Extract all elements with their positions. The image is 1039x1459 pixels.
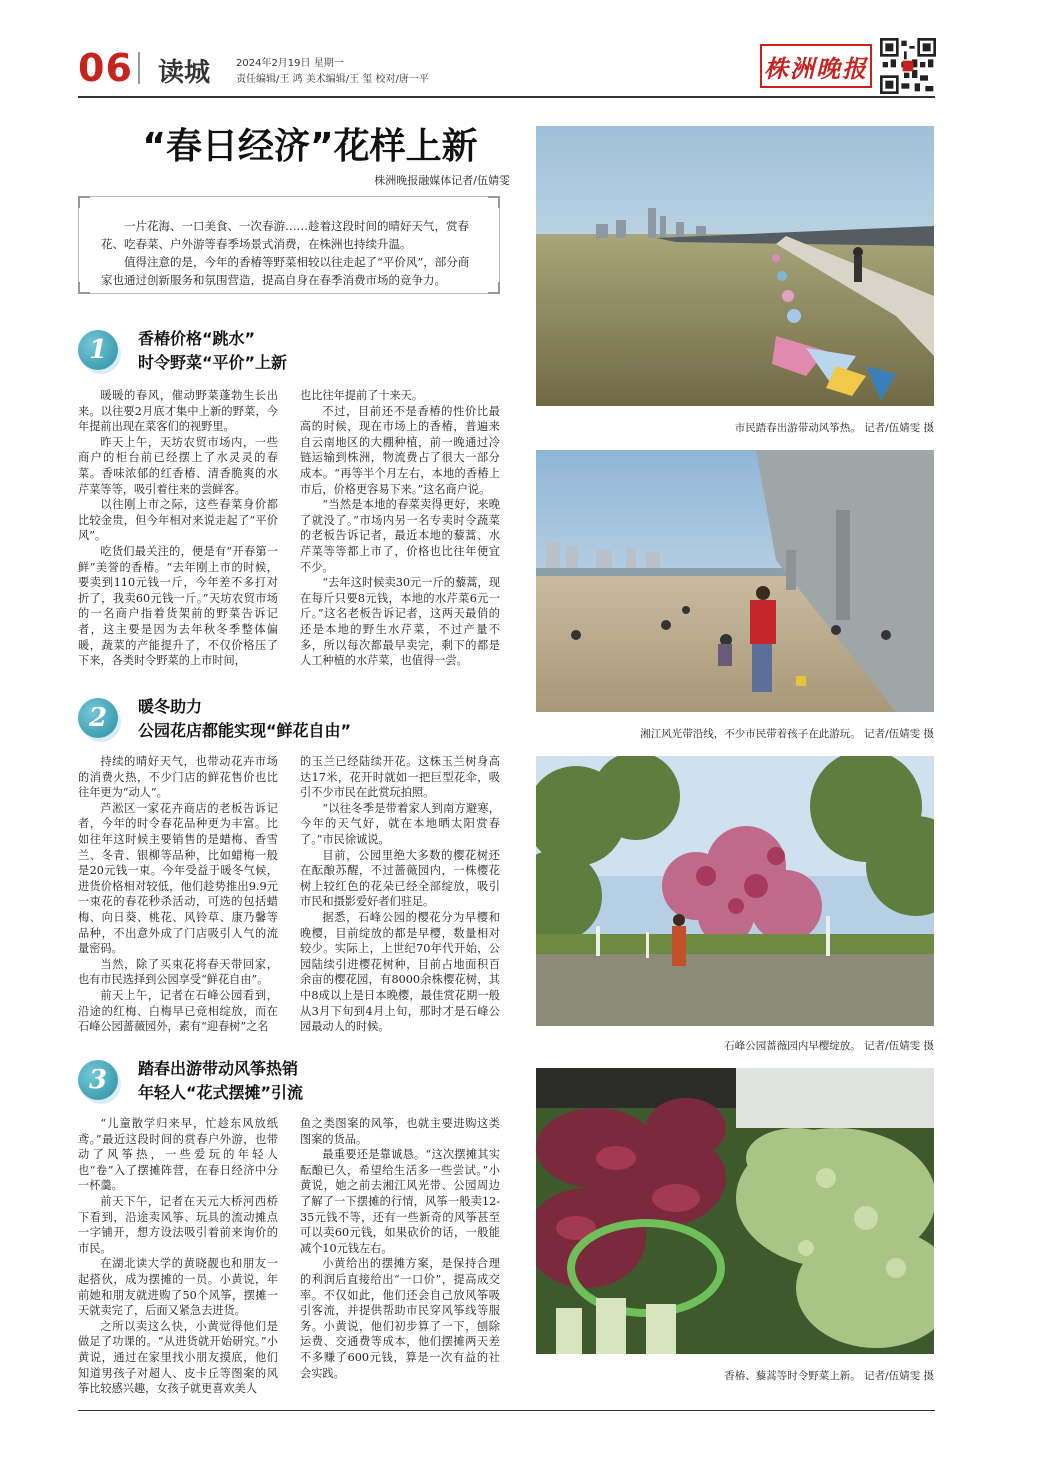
article-column	[300, 754, 500, 1035]
paragraph: 前天下午，记者在天元大桥河西桥下看到，沿途卖风筝、玩具的流动摊点一字铺开，想方设法吸引着前来询价的市民。	[78, 1194, 278, 1255]
photo-caption: 香椿、藜蒿等时令野菜上新。 记者/伍婧雯 摄	[724, 1370, 934, 1382]
paragraph: 昨天上午，天坊农贸市场内，一些商户的柜台前已经摆上了水灵灵的春菜。香味浓郁的红香椿、清香脆爽的水芹菜等等，吸引着往来的尝鲜客。	[78, 435, 278, 496]
section-subhead: 踏春出游带动风筝热销	[138, 1059, 299, 1078]
paragraph: 当然，除了买束花将春天带回家，也有市民选择到公园享受“鲜花自由”。	[78, 957, 278, 987]
intro-paragraph: 值得注意的是，今年的香椿等野菜相较以往走起了“平价风”，部分商家也通过创新服务和氛围营造，提高自身在春季消费市场的竞争力。	[101, 255, 470, 287]
section-subhead: 年轻人“花式摆摊”引流	[138, 1083, 304, 1102]
qr-code-icon[interactable]	[880, 38, 936, 94]
paragraph: 暖暖的春风，催动野菜蓬勃生长出来。以往要2月底才集中上新的野菜，今年提前出现在菜客们的视野里。	[78, 389, 278, 434]
wild-vegetables-photo	[536, 1068, 934, 1354]
riverside-beach-photo	[536, 450, 934, 712]
newspaper-logo: 株洲晚报	[760, 44, 872, 88]
paragraph: 前天上午，记者在石峰公园看到，沿途的红梅、白梅早已竞相绽放，而在石峰公园蔷薇园外，素有“迎春树”之名	[78, 988, 278, 1034]
paragraph: “当然是本地的春菜卖得更好，来晚了就没了。”市场内另一名专卖时令蔬菜的老板告诉记者，最近本地的藜蒿、水芹菜等等都上市了，价格也比往年便宜不少。	[300, 498, 500, 574]
article-column	[78, 1116, 278, 1397]
paragraph: 之所以卖这么快，小黄觉得他们是做足了功课的。“从进货就开始研究。”小黄说，通过在家里找小朋友摸底，他们知道男孩子对超人、皮卡丘等图案的风筝比较感兴趣，女孩子就更喜欢美人	[78, 1319, 278, 1396]
article-byline: 株洲晚报融媒体记者/伍婧雯	[374, 174, 510, 187]
paragraph: 最重要还是靠诚恳。“这次摆摊其实酝酿已久，希望给生活多一些尝试。”小黄说，她之前去湘江风光带、公园周边了解了一下摆摊的行情，风筝一般卖12-35元钱不等，还有一些新奇的风筝甚至可以卖60元钱，如果砍价的话，一般能减个10元钱左右。	[300, 1148, 500, 1255]
paragraph: 据悉，石峰公园的樱花分为早樱和晚樱，目前绽放的都是早樱，数量相对较少。实际上，上世纪70年代开始，公园陆续引进樱花树种，目前占地面积百余亩的樱花园，有8000余株樱花树，其中8成以上是日本晚樱，最佳赏花期一般从3月下旬到4月上旬，那时才是石峰公园最动人的时候。	[300, 910, 500, 1034]
section-subhead: 暖冬助力	[138, 697, 203, 716]
section-number-badge: 3	[78, 1060, 118, 1100]
issue-date: 2024年2月19日 星期一	[236, 58, 344, 69]
paragraph: “去年这时候卖30元一斤的藜蒿，现在每斤只要8元钱，本地的水芹菜6元一斤。”这名老板告诉记者，这两天最俏的还是本地的野生水芹菜，不过产量不多，所以每次都最早卖完，剩下的都是人工种植的水芹菜，也值得一尝。	[300, 576, 500, 668]
paragraph: 吃货们最关注的，便是有“开春第一鲜”美誉的香椿。“去年刚上市的时候，要卖到110元钱一斤，今年差不多打对折了，我卖60元钱一斤。”天坊农贸市场的一名商户指着货架前的野菜告诉记者，这主要是因为去年秋冬季整体偏暖，蔬菜的产能提升了，不仅价格压了下来，各类时令野菜的上市时间，	[78, 544, 278, 668]
paragraph: 小黄给出的摆摊方案，是保持合理的利润后直接给出“一口价”，提高成交率。不仅如此，他们还会自己放风筝吸引客流，并提供帮助市民穿风筝线等服务。小黄说，他们初步算了一下，刨除运费、交通费等成本，他们摆摊两天差不多赚了600元钱，算是一次有益的社会实践。	[300, 1257, 500, 1380]
paragraph: 不过，目前还不是香椿的性价比最高的时候，现在市场上的香椿，普遍来自云南地区的大棚种植，前一晚通过冷链运输到株洲，物流费占了很大一部分成本。“再等半个月左右，本地的香椿上市后，价格更容易下来。”这名商户说。	[300, 404, 500, 496]
page-number: 06	[78, 46, 133, 90]
paragraph: 持续的晴好天气，也带动花卉市场的消费火热，不少门店的鲜花售价也比往年更为“动人”。	[78, 755, 278, 800]
section-number-badge: 2	[78, 698, 118, 738]
intro-paragraph: 一片花海、一口美食、一次春游……趁着这段时间的晴好天气，赏春花、吃春菜、户外游等春季场景式消费，在株洲也持续升温。	[101, 219, 469, 251]
section-subhead: 时令野菜“平价”上新	[138, 353, 288, 372]
article-column	[78, 754, 278, 1035]
paragraph: “以往冬季是带着家人到南方避寒，今年的天气好，就在本地晒太阳赏春了。”市民徐诚说。	[300, 801, 500, 846]
paragraph: “儿童散学归来早，忙趁东风放纸鸢。”最近这段时间的赏春户外游，也带动了风筝热，一些爱玩的年轻人也“卷”入了摆摊阵营，在春日经济中分一杯羹。	[78, 1117, 278, 1193]
paragraph: 也比往年提前了十来天。	[300, 389, 424, 402]
intro-box	[78, 196, 500, 294]
article-column	[300, 388, 500, 669]
article-headline: “春日经济”花样上新	[142, 126, 478, 167]
article-column	[78, 388, 278, 669]
photo-caption: 市民踏春出游带动风筝热。 记者/伍婧雯 摄	[734, 422, 934, 434]
paragraph: 芦淞区一家花卉商店的老板告诉记者，今年的时令春花品种更为丰富。比如往年这时候主要销售的是蜡梅、香雪兰、冬青、银柳等品种，比如蜡梅一般是20元钱一束。今年受益于暖冬气候，进货价格相对较低，他们趁势推出9.9元一束花的春花秒杀活动，可选的包括蜡梅、向日葵、桃花、风铃草、康乃馨等品种，不出意外成了门店吸引人气的流量密码。	[78, 801, 278, 956]
section-subhead: 香椿价格“跳水”	[138, 329, 256, 348]
photo-caption: 湘江风光带沿线，不少市民带着孩子在此游玩。 记者/伍婧雯 摄	[640, 728, 934, 740]
kite-riverbank-photo	[536, 126, 934, 406]
paragraph: 在湖北读大学的黄晓靓也和朋友一起搭伙，成为摆摊的一员。小黄说，年前她和朋友就进购了50个风筝，摆摊一天就卖完了，后面又紧急去进货。	[78, 1257, 278, 1318]
park-cherry-blossom-photo	[536, 756, 934, 1026]
photo-caption: 石峰公园蔷薇园内早樱绽放。 记者/伍婧雯 摄	[724, 1040, 934, 1052]
paragraph: 目前，公园里绝大多数的樱花树还在酝酿苏醒，不过蔷薇园内，一株樱花树上较红色的花朵已经全部绽放，吸引市民和摄影爱好者们驻足。	[300, 848, 500, 909]
paragraph: 以往刚上市之际，这些春菜身价都比较金贵，但今年相对来说走起了“平价风”。	[78, 498, 278, 543]
editor-credits: 责任编辑/王 鸿 美术编辑/王 玺 校对/唐一平	[236, 74, 429, 85]
footer-rule	[78, 1410, 935, 1411]
header-divider	[138, 52, 140, 84]
masthead-rule	[78, 96, 935, 98]
section-number-badge: 1	[78, 330, 118, 370]
article-column	[300, 1116, 500, 1381]
paragraph: 的玉兰已经陆续开花。这株玉兰树身高达17米，花开时就如一把巨型花伞，吸引不少市民在此赏玩拍照。	[300, 755, 500, 800]
section-name: 读城	[158, 58, 211, 88]
section-subhead: 公园花店都能实现“鲜花自由”	[138, 721, 352, 740]
paragraph: 鱼之类图案的风筝，也就主要进购这类图案的货品。	[300, 1117, 500, 1146]
